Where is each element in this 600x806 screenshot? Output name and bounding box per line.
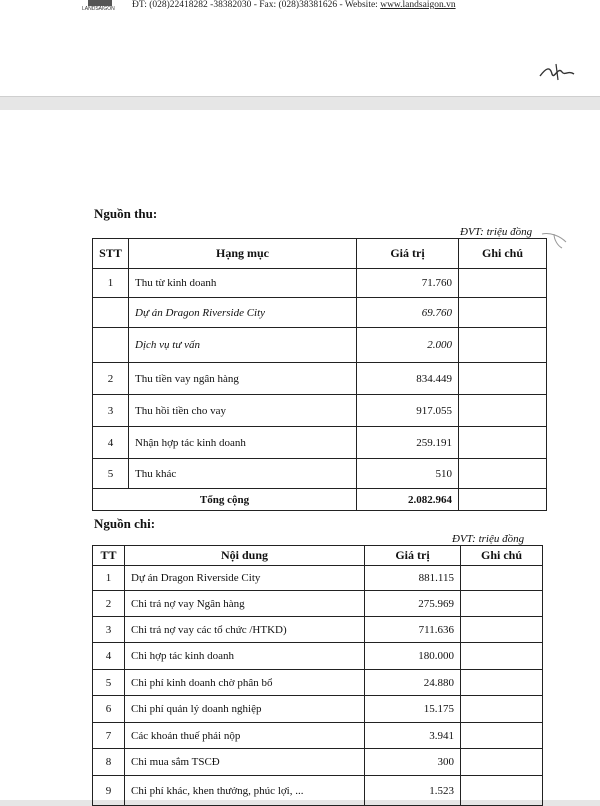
row-item: Chi phí quản lý doanh nghiệp	[125, 696, 365, 723]
expense-row	[93, 591, 543, 617]
row-item: Thu tiền vay ngân hàng	[129, 363, 357, 395]
row-note	[461, 749, 543, 776]
row-value: 3.941	[365, 723, 461, 749]
row-note	[461, 566, 543, 591]
revenue-table	[92, 238, 547, 511]
row-value: 917.055	[357, 395, 459, 427]
expense-unit: ĐVT: triệu đồng	[452, 533, 525, 545]
row-number: 1	[93, 566, 125, 591]
row-value: 711.636	[365, 617, 461, 643]
revenue-header-row	[93, 239, 547, 269]
row-number: 2	[93, 591, 125, 617]
expense-row	[93, 723, 543, 749]
expense-header-row	[93, 546, 543, 566]
row-number: 5	[93, 670, 125, 696]
expense-row	[93, 776, 543, 806]
company-logo	[82, 0, 118, 14]
row-number: 7	[93, 723, 125, 749]
column-header: Hạng mục	[129, 239, 357, 269]
row-item: Thu khác	[129, 459, 357, 489]
row-number: 1	[93, 269, 129, 298]
contact-line	[132, 0, 456, 10]
row-value: 1.523	[365, 776, 461, 806]
revenue-row	[93, 363, 547, 395]
row-item: Dự án Dragon Riverside City	[129, 298, 357, 328]
row-value: 510	[357, 459, 459, 489]
revenue-row	[93, 395, 547, 427]
revenue-row	[93, 427, 547, 459]
expense-row	[93, 617, 543, 643]
row-number: 6	[93, 696, 125, 723]
row-number	[93, 298, 129, 328]
row-note	[459, 363, 547, 395]
row-note	[461, 723, 543, 749]
row-item: Dự án Dragon Riverside City	[125, 566, 365, 591]
row-number	[93, 328, 129, 363]
row-number: 3	[93, 617, 125, 643]
row-value: 24.880	[365, 670, 461, 696]
row-number: 4	[93, 643, 125, 670]
expense-title: Nguồn chi:	[94, 516, 156, 531]
revenue-row	[93, 269, 547, 298]
row-value: 275.969	[365, 591, 461, 617]
row-note	[459, 298, 547, 328]
row-value: 834.449	[357, 363, 459, 395]
revenue-total-row	[93, 489, 547, 511]
row-note	[461, 591, 543, 617]
row-value: 259.191	[357, 427, 459, 459]
expense-row	[93, 566, 543, 591]
row-number: 2	[93, 363, 129, 395]
column-header: TT	[93, 546, 125, 566]
column-header: Giá trị	[365, 546, 461, 566]
expense-row	[93, 749, 543, 776]
column-header: Ghi chú	[459, 239, 547, 269]
total-note	[459, 489, 547, 511]
row-value: 180.000	[365, 643, 461, 670]
column-header: Ghi chú	[461, 546, 543, 566]
website-link[interactable]: www.landsaigon.vn	[380, 0, 456, 10]
column-header: STT	[93, 239, 129, 269]
row-value: 69.760	[357, 298, 459, 328]
logo-text: LANDSAIGON	[82, 6, 115, 12]
row-value: 300	[365, 749, 461, 776]
expense-row	[93, 643, 543, 670]
row-item: Chi trả nợ vay Ngân hàng	[125, 591, 365, 617]
row-value: 2.000	[357, 328, 459, 363]
revenue-row	[93, 328, 547, 363]
row-item: Chi trả nợ vay các tổ chức /HTKD)	[125, 617, 365, 643]
row-item: Chi mua sắm TSCĐ	[125, 749, 365, 776]
revenue-row	[93, 298, 547, 328]
row-note	[459, 459, 547, 489]
signature-mark	[538, 62, 578, 84]
row-number: 5	[93, 459, 129, 489]
revenue-row	[93, 459, 547, 489]
row-item: Dịch vụ tư vấn	[129, 328, 357, 363]
revenue-unit: ĐVT: triệu đồng	[460, 226, 533, 238]
row-item: Nhận hợp tác kinh doanh	[129, 427, 357, 459]
row-value: 71.760	[357, 269, 459, 298]
column-header: Giá trị	[357, 239, 459, 269]
row-item: Chi phí khác, khen thưởng, phúc lợi, ...	[125, 776, 365, 806]
row-note	[461, 670, 543, 696]
row-item: Chi hợp tác kinh doanh	[125, 643, 365, 670]
row-note	[459, 328, 547, 363]
row-number: 4	[93, 427, 129, 459]
row-note	[461, 617, 543, 643]
previous-page-fragment	[0, 0, 600, 97]
row-number: 9	[93, 776, 125, 806]
column-header: Nội dung	[125, 546, 365, 566]
expense-row	[93, 696, 543, 723]
row-item: Thu hồi tiền cho vay	[129, 395, 357, 427]
total-label: Tổng cộng	[93, 489, 357, 511]
row-note	[461, 643, 543, 670]
total-value: 2.082.964	[357, 489, 459, 511]
row-note	[459, 427, 547, 459]
row-note	[459, 269, 547, 298]
row-value: 881.115	[365, 566, 461, 591]
row-note	[461, 696, 543, 723]
row-note	[459, 395, 547, 427]
expense-table	[92, 545, 543, 806]
row-item: Thu từ kinh doanh	[129, 269, 357, 298]
row-item: Chi phí kinh doanh chờ phân bổ	[125, 670, 365, 696]
row-item: Các khoản thuế phải nộp	[125, 723, 365, 749]
row-number: 8	[93, 749, 125, 776]
revenue-title: Nguồn thu:	[94, 206, 158, 221]
contact-text: ĐT: (028)22418282 -38382030 - Fax: (028)38381626 - Website:	[132, 0, 381, 10]
row-number: 3	[93, 395, 129, 427]
expense-row	[93, 670, 543, 696]
row-value: 15.175	[365, 696, 461, 723]
row-note	[461, 776, 543, 806]
